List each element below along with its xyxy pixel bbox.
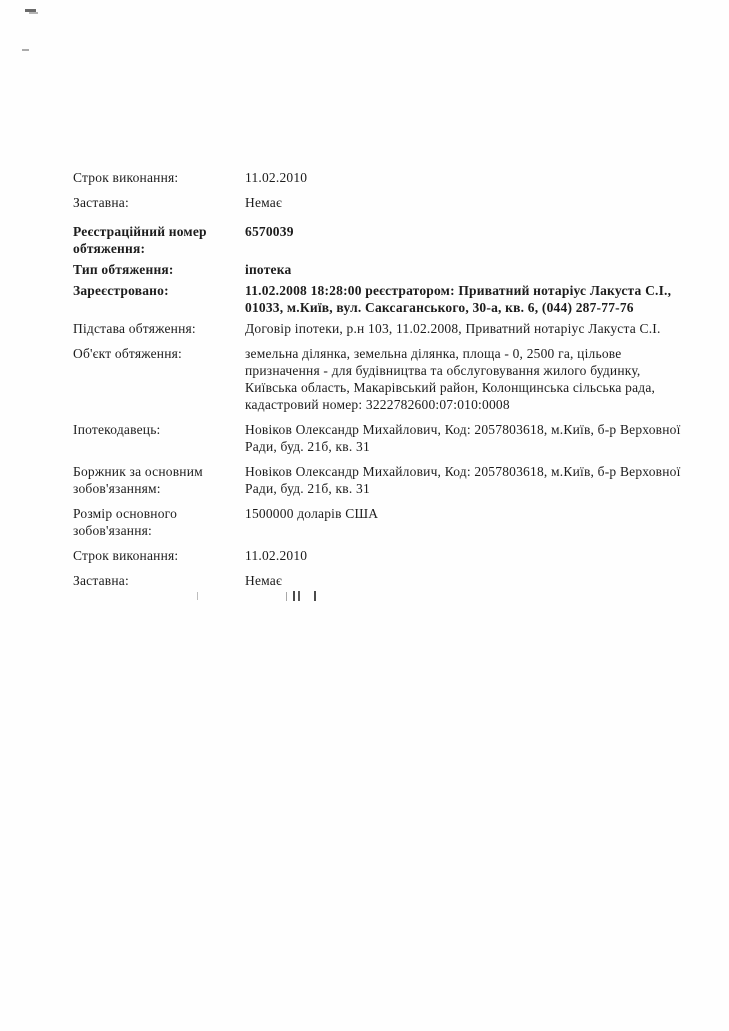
field-row-term bbox=[73, 169, 693, 186]
field-row-mortgage-note bbox=[73, 194, 693, 211]
field-label: Іпотекодавець: bbox=[73, 422, 161, 437]
field-row-registration-number bbox=[73, 223, 693, 257]
field-value: 1500000 доларів США bbox=[245, 506, 379, 521]
field-row-registered bbox=[73, 282, 693, 316]
field-value: 11.02.2008 18:28:00 реєстратором: Приватний нотаріус Лакуста С.І., 01033, м.Київ, вул. Саксаганського, 30-а, кв. 6, (044) 287-77-76 bbox=[245, 283, 672, 315]
scan-artifact-left-margin bbox=[22, 49, 29, 51]
field-value: Договір іпотеки, р.н 103, 11.02.2008, Приватний нотаріус Лакуста С.І. bbox=[245, 321, 661, 336]
field-label: Зареєстровано: bbox=[73, 283, 169, 298]
field-label: Заставна: bbox=[73, 195, 129, 210]
field-value: 11.02.2010 bbox=[245, 170, 308, 185]
field-row-encumbrance-type bbox=[73, 261, 693, 278]
scan-artifact-top-left-tail bbox=[29, 12, 38, 14]
field-label: Підстава обтяження: bbox=[73, 321, 196, 336]
field-row-debtor bbox=[73, 463, 693, 497]
field-label: Боржник за основним зобов'язанням: bbox=[73, 464, 203, 496]
field-value: Новіков Олександр Михайлович, Код: 2057803618, м.Київ, б-р Верховної Ради, буд. 21б, кв. 31 bbox=[245, 464, 681, 496]
field-value: іпотека bbox=[245, 262, 292, 277]
field-label: Реєстраційний номер обтяження: bbox=[73, 224, 207, 256]
fields-list bbox=[73, 169, 693, 597]
field-row-obligation-amount bbox=[73, 505, 693, 539]
field-label: Заставна: bbox=[73, 573, 129, 588]
field-label: Об'єкт обтяження: bbox=[73, 346, 183, 361]
field-value: 6570039 bbox=[245, 224, 294, 239]
field-value: Немає bbox=[245, 573, 282, 588]
field-value: 11.02.2010 bbox=[245, 548, 308, 563]
field-row-encumbrance-object bbox=[73, 345, 693, 413]
field-value: земельна ділянка, земельна ділянка, площа - 0, 2500 га, цільове призначення - для будівництва та обслуговування жилого будинку, Київська область, Макарівський район, Колонщинська сільська рада, кадастровий номер: 3222782600:07:010:0008 bbox=[245, 346, 656, 412]
field-row-encumbrance-basis bbox=[73, 320, 693, 337]
field-label: Тип обтяження: bbox=[73, 262, 174, 277]
field-row-mortgage-note-2 bbox=[73, 572, 693, 589]
field-row-term-2 bbox=[73, 547, 693, 564]
scan-artifact-top-left bbox=[25, 9, 36, 12]
field-label: Розмір основного зобов'язання: bbox=[73, 506, 178, 538]
field-row-mortgagor bbox=[73, 421, 693, 455]
field-value: Новіков Олександр Михайлович, Код: 2057803618, м.Київ, б-р Верховної Ради, буд. 21б, кв. 31 bbox=[245, 422, 681, 454]
field-label: Строк виконання: bbox=[73, 548, 179, 563]
field-value: Немає bbox=[245, 195, 282, 210]
field-label: Строк виконання: bbox=[73, 170, 179, 185]
